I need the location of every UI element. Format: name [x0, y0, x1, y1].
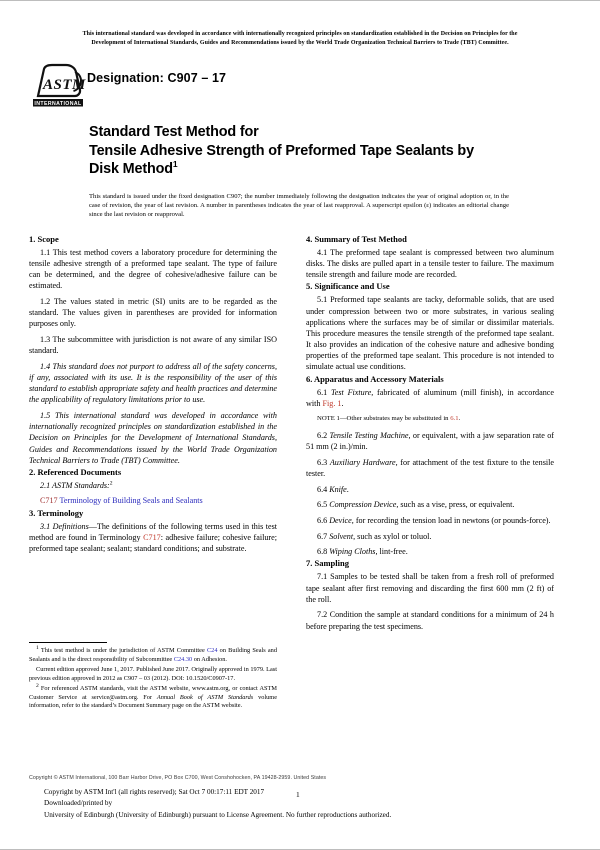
para-1-1: 1.1 This test method covers a laboratory procedure for determining the tensile adhesive strength of a preformed tape sealant. The type of failure can be determined, and the degree of cohesive/adhesive failure can be estimated. [29, 248, 277, 291]
para-6-8 [306, 546, 554, 557]
para-6-4 [306, 484, 554, 495]
tbt-header-line2: Development of International Standards, Guides and Recommendations issued by the World Trade Organization Technical Barriers to Trade (TBT) Committee. [91, 40, 509, 47]
footnote-2 [29, 682, 277, 711]
para-6-2-text: , or equivalent, with a jaw separation rate of 51 mm (2 in.)/min. [306, 431, 554, 452]
para-6-1 [306, 387, 554, 409]
para-6-4-number: 6.4 [317, 484, 330, 494]
title-block [89, 123, 509, 219]
title-line-2: Tensile Adhesive Strength of Preformed Tape Sealants by [89, 142, 474, 159]
heading-terminology: 3. Terminology [29, 507, 84, 518]
para-6-1-mid: , fabricated of aluminum (mill finish), in accordance with [306, 387, 554, 408]
terminology-text-pre: —The definitions of the following terms used in this test method are found in Terminology [29, 521, 277, 542]
heading-summary-of-test-method: 4. Summary of Test Method [306, 234, 407, 244]
para-1-4: 1.4 This standard does not purport to address all of the safety concerns, if any, associated with its use. It is the responsibility of the user of this standard to establish appropriate safety and health practices and determine the applicability of regulatory limitations prior to use. [29, 361, 277, 405]
title-line-1: Standard Test Method for [89, 124, 259, 140]
heading-sampling: 7. Sampling [306, 558, 349, 569]
astm-standards-subhead: 2.1 ASTM Standards: [40, 480, 110, 490]
issue-note: This standard is issued under the fixed designation C907; the number immediately following the designation indicates the year of original adoption or, in the case of revision, the year of last revision. A number in parentheses indicates the year of last reapproval. A superscript epsilon (ε) indicates an editorial change since the last revision or reapproval. [89, 192, 509, 218]
terminology-text-post: : adhesive failure; cohesive failure; preformed tape sealant; sealant; standard conditions; and substrate. [29, 532, 277, 553]
left-column [29, 233, 277, 554]
page-number: 1 [296, 790, 300, 799]
para-6-2 [306, 430, 554, 452]
para-1-5: 1.5 This international standard was developed in accordance with internationally recognized principles on standardization established in the Decision on Principles for the Development of International Standards, Guides and Recommendations issued by the World Trade Organization Technical Barriers to Trade (TBT) Committee. [29, 411, 277, 465]
para-6-7-number: 6.7 [317, 531, 330, 541]
test-fixture-term: Test Fixture [330, 387, 372, 397]
solvent-term: Solvent [329, 531, 354, 541]
astm-international-logo [30, 63, 86, 109]
footnote-1-b: on Building Seals and Sealants and is the direct responsibility of Subcommittee [29, 647, 277, 663]
para-6-6-number: 6.6 [317, 516, 330, 525]
para-6-5-text: , such as a vise, press, or equivalent. [396, 500, 515, 510]
subcommittee-c2430-link[interactable]: C24.30 [173, 655, 193, 663]
referenced-standard-c717[interactable] [29, 495, 277, 506]
para-2-1 [29, 480, 277, 491]
footnote-1-a: This test method is under the jurisdiction of ASTM Committee [38, 647, 207, 654]
note-1-text: —Other substrates may be substituted in [339, 414, 451, 422]
note-1-label: NOTE 1 [317, 414, 340, 422]
astm-logo-wordmark: INTERNATIONAL [34, 101, 82, 107]
para-6-1-number: 6.1 [317, 387, 331, 397]
wiping-cloths-term: Wiping Cloths [329, 547, 376, 557]
download-stamp-block [44, 787, 564, 821]
footnotes-block [29, 642, 277, 711]
heading-significance-and-use: 5. Significance and Use [306, 281, 390, 292]
knife-term: Knife [329, 484, 347, 494]
copyright-notice: Copyright © ASTM International, 100 Barr Harbor Drive, PO Box C700, West Conshohocken, PA 19428-2959. United States [29, 775, 327, 781]
annual-book-title: Annual Book of ASTM Standards [156, 693, 254, 701]
svg-text:ASTM: ASTM [43, 77, 86, 93]
note-1 [306, 414, 554, 424]
designation-label: Designation: C907 – 17 [87, 71, 227, 85]
para-6-1-end: . [341, 398, 344, 408]
para-6-3-text: , for attachment of the test fixture to the tensile tester. [306, 457, 554, 479]
standard-id-link[interactable]: C717 [40, 496, 58, 506]
footnote-1-marker: 1 [36, 644, 39, 651]
tbt-header-line1: This international standard was developed in accordance with internationally recognized principles on standardization established in the Decision on Principles for the [82, 31, 518, 37]
right-column [306, 233, 554, 632]
para-6-5 [306, 499, 554, 510]
para-1-2: 1.2 The values stated in metric (SI) units are to be regarded as the standard. The values given in parentheses are provided for information purposes only. [29, 297, 277, 329]
title-footnote-marker: 1 [172, 159, 178, 170]
heading-scope: 1. Scope [29, 234, 59, 244]
footnote-2-a: For referenced ASTM standards, visit the ASTM website, www.astm.org, or contact ASTM Customer Service at service@astm.org. For [29, 684, 277, 701]
download-stamp-line-3: University of Edinburgh (University of Edinburgh) pursuant to License Agreement. No further reproductions authorized. [44, 810, 392, 819]
para-3-1 [29, 521, 277, 554]
device-term: Device [329, 516, 352, 525]
title-line-3: Disk Method [89, 161, 173, 177]
footnote-2-b: volume information, refer to the standard’s Document Summary page on the ASTM website. [29, 693, 277, 710]
tensile-testing-machine-term: Tensile Testing Machine [329, 431, 409, 441]
para-4-1: 4.1 The preformed tape sealant is compressed between two aluminum disks. The disks are pulled apart in a tensile tester to failure. The maximum tensile strength and failure mode are recorded. [306, 248, 554, 280]
footnote-divider [29, 642, 107, 643]
terminology-c717-link[interactable]: C717 [143, 532, 161, 542]
para-6-2-number: 6.2 [317, 431, 330, 441]
para-6-5-number: 6.5 [317, 500, 330, 510]
standard-title-link[interactable]: Terminology of Building Seals and Sealants [59, 496, 203, 506]
para-6-7-text: , such as xylol or toluol. [353, 531, 432, 541]
para-6-3-number: 6.3 [317, 457, 330, 467]
para-7-2: 7.2 Condition the sample at standard conditions for a minimum of 24 h before preparing the test specimens. [306, 610, 554, 631]
para-6-6-text: , for recording the tension load in newtons (or pounds-force). [351, 516, 551, 525]
para-6-4-text: . [346, 484, 349, 494]
footnote-1-c: on Adhesion. [192, 655, 227, 663]
para-7-1: 7.1 Samples to be tested shall be taken from a fresh roll of preformed tape sealant after first removing and discarding the first 600 mm (2 ft) of the roll. [306, 572, 554, 604]
para-1-3: 1.3 The subcommittee with jurisdiction is not aware of any similar ISO standard. [29, 335, 277, 356]
footnote-2-marker: 2 [36, 682, 39, 689]
para-5-1: 5.1 Preformed tape sealants are tacky, deformable solids, that are used under compression between two or more substrates, in various sealing applications where the surfaces may be of similar or dissimilar materials. This procedure measures the tensile strength of the preformed tape sealant. It also provides an indication of the cohesive nature and adhesive bonding properties of the preformed tape sealant. This procedure is not intended to simulate actual use conditions. [306, 295, 554, 372]
para-6-6 [306, 515, 554, 526]
auxiliary-hardware-term: Auxiliary Hardware [329, 457, 396, 467]
compression-device-term: Compression Device [329, 500, 397, 510]
fig-1-link[interactable]: Fig. 1 [322, 398, 342, 408]
para-6-8-text: , lint-free. [375, 547, 408, 557]
note-1-ref-link[interactable]: 6.1 [450, 414, 459, 422]
para-6-3 [306, 457, 554, 479]
download-stamp-line-1: Copyright by ASTM Int'l (all rights reserved); Sat Oct 7 00:17:11 EDT 2017 [44, 788, 265, 796]
download-stamp-line-2: Downloaded/printed by [44, 799, 113, 808]
para-6-8-number: 6.8 [317, 547, 330, 557]
page-title [89, 123, 509, 179]
heading-apparatus: 6. Apparatus and Accessory Materials [306, 373, 444, 384]
para-6-7 [306, 531, 554, 542]
committee-c24-link[interactable]: C24 [206, 647, 218, 654]
note-1-end: . [458, 414, 461, 422]
footnote-1 [29, 644, 277, 664]
tbt-header-note [30, 30, 570, 48]
logo-designation-row [30, 63, 570, 109]
heading-referenced-documents: 2. Referenced Documents [29, 466, 122, 477]
definitions-lead: 3.1 Definitions [40, 521, 89, 531]
footnote-1-edition: Current edition approved June 1, 2017. Published June 2017. Originally approved in 1979. Last previous edition approved in 2012 as C907 – 03 (2012). DOI: 10.1520/C0907-17. [29, 665, 277, 682]
astm-standards-footnote-marker: 2 [109, 480, 113, 487]
